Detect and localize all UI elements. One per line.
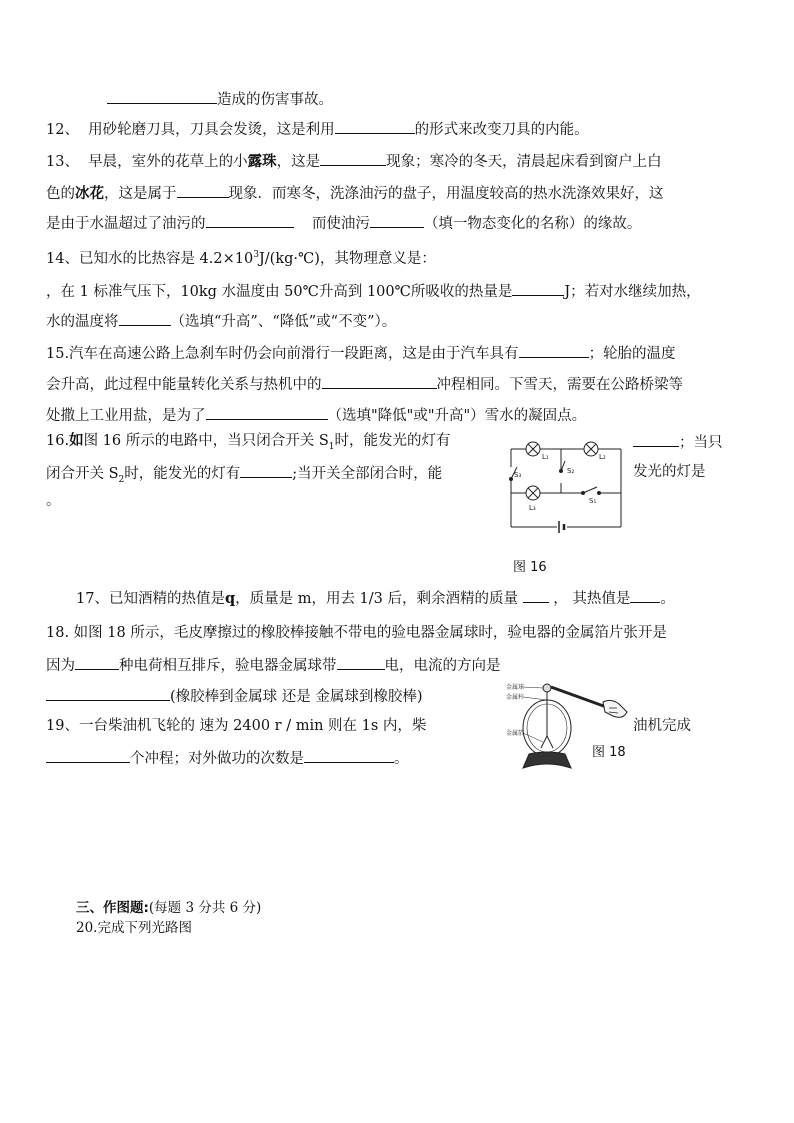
question-text: 时，能发光的灯有 — [334, 433, 451, 449]
question-text: 种电荷相互排斥，验电器金属球带 — [119, 658, 337, 674]
question-text: ，质量是 m，用去 1/3 后，剩余酒精的质量 — [235, 591, 519, 607]
answer-blank[interactable] — [206, 404, 328, 420]
superscript: 3 — [253, 250, 259, 261]
question-text: 20.完成下列光路图 — [76, 920, 192, 936]
label-s3: S₃ — [514, 471, 522, 479]
question-text: ，在 1 标准气压下，10kg 水温度由 50℃升高到 100℃所吸收的热量是 — [46, 284, 513, 300]
label-metal-rod: 金属杆 — [506, 694, 525, 701]
answer-blank[interactable] — [335, 118, 415, 134]
electroscope-base — [523, 752, 571, 768]
question-text: ，这是属于 — [104, 186, 177, 202]
question-number: 12、 — [46, 122, 79, 138]
answer-blank[interactable] — [523, 587, 549, 603]
bold-term: 冰花 — [75, 185, 104, 202]
question-14-line-3 — [46, 310, 396, 332]
lamp-l3 — [526, 486, 540, 500]
section-title: 三、作图题: — [76, 900, 149, 916]
electroscope-figure — [505, 680, 630, 776]
question-text: 图 16 所示的电路中，当只闭合开关 S — [83, 433, 329, 449]
question-18-line-2 — [46, 654, 501, 676]
question-13-line-1 — [46, 150, 662, 172]
question-15-line-3 — [46, 404, 586, 426]
continuation-text: 造成的伤害事故。 — [217, 92, 333, 108]
question-text: 时，能发光的灯有 — [124, 466, 241, 482]
label-metal-foil: 金属箔 — [506, 730, 525, 737]
question-text: 而使油污 — [311, 216, 370, 232]
continuation-line — [107, 88, 333, 110]
question-18-line-3 — [46, 685, 423, 707]
question-text: 17、已知酒精的热值是 — [76, 591, 225, 607]
question-text: 18. 如图 18 所示，毛皮摩擦过的橡胶棒接触不带电的验电器金属球时，验电器的金属箔片张开是 — [46, 625, 667, 641]
answer-blank[interactable] — [304, 747, 394, 763]
question-text: （选填“升高”、“降低”或“不变”）。 — [170, 314, 397, 330]
question-number: 13、 — [46, 154, 79, 170]
label-metal-ball: 金属球 — [506, 684, 525, 691]
question-16-line-2 — [46, 462, 442, 484]
question-text: ， 其热值是 — [553, 591, 631, 607]
question-text: 早晨，室外的花草上的小 — [88, 154, 248, 170]
rubber-rod — [551, 687, 609, 708]
question-text: ；轮胎的温度 — [588, 346, 676, 362]
question-text: 16. — [46, 433, 70, 449]
question-text: J/(kg·℃)，其物理意义是： — [258, 251, 436, 267]
question-text: 15.汽车在高速公路上急刹车时仍会向前滑行一段距离，这是由于汽车具有 — [46, 346, 519, 362]
question-19-line-1-right — [633, 716, 691, 736]
answer-blank[interactable] — [107, 88, 217, 104]
label-s1: S₁ — [589, 497, 597, 505]
metal-foil — [541, 736, 547, 748]
lamp-l2 — [584, 442, 598, 456]
question-text: 冲程相同。下雪天，需要在公路桥梁等 — [436, 377, 683, 393]
question-12 — [46, 118, 589, 140]
answer-blank[interactable] — [320, 150, 386, 166]
answer-blank[interactable] — [322, 373, 437, 389]
question-text: ；当只 — [679, 435, 723, 451]
question-text: （选填"降低"或"升高"）雪水的凝固点。 — [327, 408, 587, 424]
question-text: J；若对水继续加热， — [564, 284, 701, 300]
question-text: 发光的灯是 — [633, 464, 706, 480]
switch-s1 — [582, 487, 601, 495]
answer-blank[interactable] — [512, 280, 564, 296]
question-19-line-1 — [46, 716, 426, 736]
question-text: 19、一台柴油机飞轮的 速为 2400 r / min 则在 1s 内，柴 — [46, 718, 427, 734]
question-15-line-1 — [46, 342, 676, 364]
question-text: （填一物态变化的名称）的缘故。 — [423, 216, 642, 232]
question-text: 现象．而寒冬，洗涤油污的盘子，用温度较高的热水洗涤效果好，这 — [228, 186, 664, 202]
question-text: ，这是 — [276, 154, 321, 170]
question-text: 用砂轮磨刀具，刀具会发烫，这是利用 — [88, 122, 335, 138]
answer-blank[interactable] — [240, 462, 292, 478]
answer-blank[interactable] — [46, 685, 170, 701]
question-text: ;当开关全部闭合时，能 — [292, 466, 443, 482]
question-text: 。 — [394, 751, 409, 767]
question-13-line-2 — [46, 182, 664, 204]
answer-blank[interactable] — [75, 654, 119, 670]
section-note: (每题 3 分共 6 分) — [148, 900, 262, 916]
question-20 — [76, 918, 192, 938]
question-16-line-2-right — [633, 462, 706, 482]
metal-foil — [547, 736, 553, 748]
bold-term: 露珠 — [247, 153, 277, 170]
answer-blank[interactable] — [177, 182, 229, 198]
answer-blank[interactable] — [519, 342, 589, 358]
question-15-line-2 — [46, 373, 683, 395]
question-17 — [76, 587, 675, 609]
subscript: 1 — [328, 441, 335, 452]
question-16-line-1 — [46, 431, 451, 451]
question-text: 。 — [46, 493, 61, 509]
question-19-line-2 — [46, 747, 409, 769]
hand — [603, 700, 627, 717]
question-text: 个冲程；对外做功的次数是 — [130, 751, 304, 767]
symbol-q: q — [224, 590, 236, 607]
figure-18-caption: 图 18 — [592, 745, 626, 760]
question-text: 水的温度将 — [46, 314, 119, 330]
answer-blank[interactable] — [206, 212, 294, 228]
question-text: 闭合开关 S — [46, 466, 119, 482]
circuit-diagram — [503, 435, 629, 535]
answer-blank[interactable] — [119, 310, 171, 326]
label-l3: L₃ — [529, 504, 536, 512]
section-3-heading — [76, 898, 261, 918]
label-l1: L₁ — [542, 453, 549, 461]
metal-ball — [543, 684, 551, 692]
question-text: 电，电流的方向是 — [384, 658, 501, 674]
question-text: 。 — [660, 591, 675, 607]
question-text: 现象；寒冷的冬天，清晨起床看到窗户上白 — [386, 154, 662, 170]
question-text: 因为 — [46, 658, 75, 674]
answer-blank[interactable] — [370, 212, 424, 228]
question-14-line-1 — [46, 249, 436, 269]
answer-blank[interactable] — [46, 747, 130, 763]
battery — [559, 521, 564, 533]
question-text: 会升高，此过程中能量转化关系与热机中的 — [46, 377, 322, 393]
question-16-line-1-right — [633, 431, 723, 453]
question-text: 是由于水温超过了油污的 — [46, 216, 206, 232]
lamp-l1 — [526, 442, 540, 456]
question-text: 色的 — [46, 186, 75, 202]
subscript: 2 — [118, 474, 125, 485]
answer-blank[interactable] — [337, 654, 385, 670]
bold-term: 如 — [69, 432, 84, 449]
question-13-line-3 — [46, 212, 641, 234]
answer-blank[interactable] — [633, 431, 679, 447]
switch-s2 — [560, 461, 566, 473]
question-text: 油机完成 — [633, 718, 691, 734]
question-18-line-1 — [46, 623, 667, 643]
question-text: (橡胶棒到金属球 还是 金属球到橡胶棒) — [170, 689, 423, 705]
question-text: 处撒上工业用盐，是为了 — [46, 408, 206, 424]
figure-16-caption: 图 16 — [513, 560, 547, 575]
answer-blank[interactable] — [630, 587, 660, 603]
question-text: 14、已知水的比热容是 4.2×10 — [46, 251, 254, 267]
label-l2: L₂ — [599, 453, 606, 461]
question-14-line-2 — [46, 280, 701, 302]
question-16-line-3 — [46, 491, 61, 511]
label-s2: S₂ — [567, 467, 575, 475]
question-text: 的形式来改变刀具的内能。 — [414, 122, 589, 138]
